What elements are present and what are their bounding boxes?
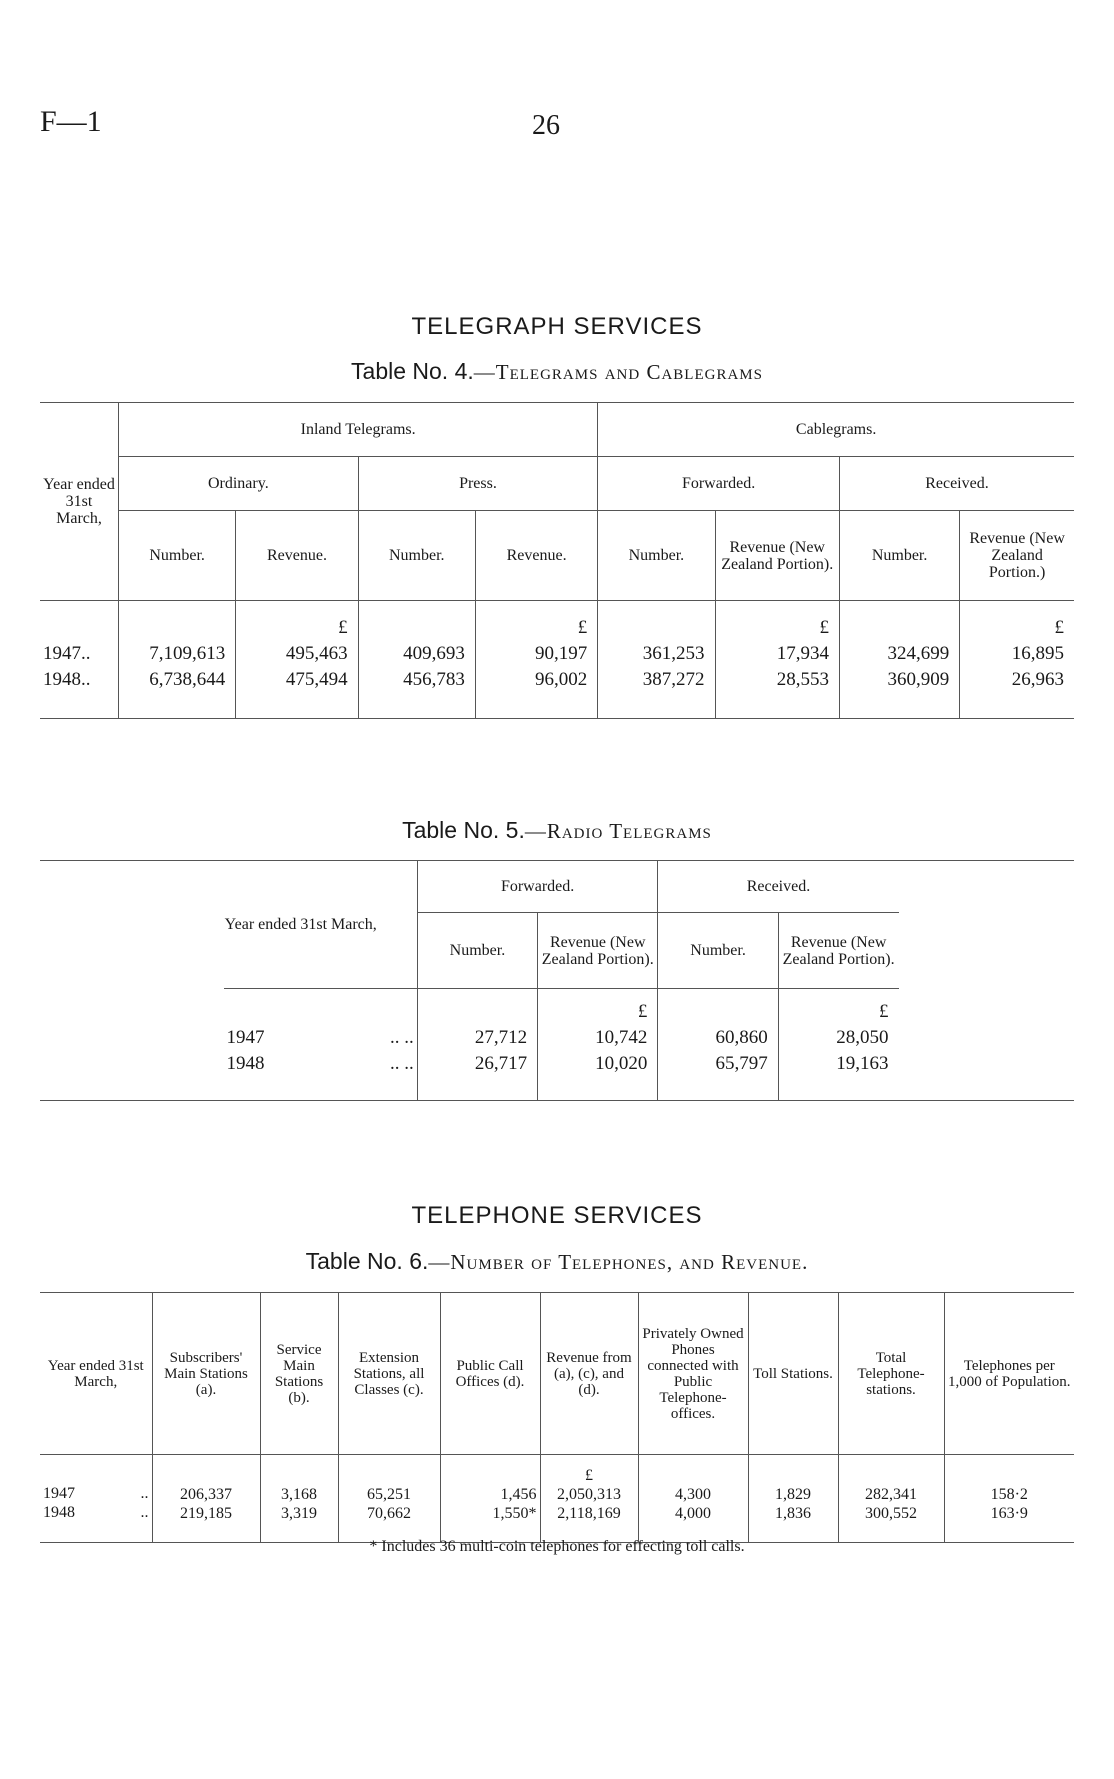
table6-year: 1948 (43, 1504, 75, 1521)
table5-col-fwd-number: Number. (417, 913, 537, 989)
table5-col-rec-revenue: Revenue (New Zealand Portion). (778, 913, 898, 989)
table5-received-header: Received. (658, 861, 899, 913)
table5-year: 1948 (226, 1052, 265, 1074)
table4-col-rec-number: Number. (839, 511, 959, 601)
table4-cell: 360,909 (839, 667, 959, 693)
table6-year: 1947 (43, 1485, 75, 1502)
table4-cell: 409,693 (358, 641, 475, 667)
telegraph-section-title: TELEGRAPH SERVICES (411, 313, 703, 340)
table4-year: 1948.. (40, 667, 119, 693)
table6-cell: 2,050,313 (540, 1485, 638, 1504)
table6-number: Table No. 6. (305, 1248, 429, 1274)
table6-cell: 1,836 (748, 1504, 838, 1523)
table6-cell: 3,319 (260, 1504, 338, 1523)
table6-caption: —Number of Telephones, and Revenue. (428, 1250, 809, 1274)
table4-forwarded-header: Forwarded. (598, 457, 840, 511)
table6-title (0, 1248, 1114, 1275)
table5-cell: 60,860 (658, 1025, 778, 1051)
table4-cell: 96,002 (475, 667, 597, 693)
table4-ordinary-header: Ordinary. (119, 457, 359, 511)
table5-number: Table No. 5. (402, 817, 525, 843)
table4-press-header: Press. (358, 457, 598, 511)
table4-col-fwd-revenue: Revenue (New Zealand Portion). (715, 511, 839, 601)
table6-telephones-revenue (40, 1292, 1074, 1543)
table5-year-header: Year ended 31st March, (40, 861, 417, 989)
table6-col-per-1000: Telephones per 1,000 of Population. (948, 1357, 1071, 1390)
table6-year-cell (40, 1504, 152, 1523)
table4-cell: 324,699 (839, 641, 959, 667)
table5-cell: 27,712 (417, 1025, 537, 1051)
page-number: 26 (532, 110, 560, 141)
table4-cell: 17,934 (715, 641, 839, 667)
table4-col-press-revenue: Revenue. (475, 511, 597, 601)
table-row (40, 1025, 1074, 1051)
table4-telegrams-cablegrams (40, 402, 1074, 719)
table6-cell: 70,662 (338, 1504, 440, 1523)
table5-year-cell (224, 1051, 418, 1077)
table-row (40, 1504, 1074, 1523)
table4-col-ord-number: Number. (119, 511, 236, 601)
table-row (40, 1051, 1074, 1077)
table5-col-rec-number: Number. (658, 913, 778, 989)
telephone-section-title: TELEPHONE SERVICES (411, 1202, 703, 1229)
table4-year: 1947.. (40, 641, 119, 667)
table4-pound-sign: £ (236, 601, 358, 641)
table6-cell: 2,118,169 (540, 1504, 638, 1523)
table6-col-year: Year ended 31st March, (40, 1293, 152, 1455)
table5-year: 1947 (226, 1026, 265, 1048)
table5-pound-sign: £ (778, 989, 898, 1025)
table6-cell: 163·9 (990, 1504, 1028, 1522)
table4-inland-header: Inland Telegrams. (119, 403, 598, 457)
table4-title (0, 358, 1114, 385)
table5-col-fwd-revenue: Revenue (New Zealand Portion). (538, 913, 658, 989)
table5-radio-telegrams (40, 860, 1074, 1101)
table6-cell: 1,829 (748, 1485, 838, 1504)
table4-cell: 387,272 (598, 667, 715, 693)
table4-cell: 456,783 (358, 667, 475, 693)
table6-footnote: * Includes 36 multi-coin telephones for effecting toll calls. (369, 1538, 745, 1555)
table6-col-toll: Toll Stations. (748, 1293, 838, 1455)
table-row (40, 667, 1074, 693)
table6-cell: 158·2 (990, 1485, 1028, 1503)
table4-col-rec-revenue: Revenue (New Zealand Portion.) (960, 511, 1074, 601)
table5-cell: 26,717 (417, 1051, 537, 1077)
table6-cell: 1,456 (440, 1485, 540, 1504)
table5-cell: 10,742 (538, 1025, 658, 1051)
table4-number: Table No. 4. (351, 358, 474, 384)
table4-col-fwd-number: Number. (598, 511, 715, 601)
table6-leader-dots: .. (140, 1504, 149, 1521)
table4-pound-sign: £ (1054, 616, 1064, 638)
table6-col-service: Service Main Stations (b). (260, 1293, 338, 1455)
table4-cell: 7,109,613 (119, 641, 236, 667)
table4-col-press-number: Number. (358, 511, 475, 601)
table4-col-ord-revenue: Revenue. (236, 511, 358, 601)
table5-cell: 65,797 (658, 1051, 778, 1077)
table4-year-header: Year ended 31st March, (40, 403, 119, 601)
table6-year-cell (40, 1485, 152, 1504)
table6-cell: 1,550* (440, 1504, 540, 1523)
table4-cell: 16,895 (1011, 642, 1064, 664)
table6-pound-sign: £ (540, 1455, 638, 1485)
table5-leader-dots: .. .. (390, 1052, 414, 1074)
table5-caption: —Radio Telegrams (524, 819, 712, 843)
table6-col-extension: Extension Stations, all Classes (c). (338, 1293, 440, 1455)
table5-title (0, 817, 1114, 844)
table6-cell: 219,185 (152, 1504, 260, 1523)
table5-cell: 19,163 (836, 1052, 889, 1074)
table6-col-revenue: Revenue from (a), (c), and (d). (540, 1293, 638, 1455)
table6-col-subscribers: Subscribers' Main Stations (a). (152, 1293, 260, 1455)
table6-cell: 4,000 (638, 1504, 748, 1523)
table4-cell: 361,253 (598, 641, 715, 667)
table6-cell: 65,251 (338, 1485, 440, 1504)
table5-forwarded-header: Forwarded. (417, 861, 658, 913)
table5-pound-sign: £ (538, 989, 658, 1025)
table4-cell: 475,494 (236, 667, 358, 693)
table6-cell: 3,168 (260, 1485, 338, 1504)
table4-cell: 6,738,644 (119, 667, 236, 693)
table6-cell: 282,341 (838, 1485, 944, 1504)
table-row (40, 641, 1074, 667)
table6-col-private: Privately Owned Phones connected with Public Telephone-offices. (638, 1293, 748, 1455)
table4-cell: 495,463 (236, 641, 358, 667)
table4-cable-header: Cablegrams. (598, 403, 1074, 457)
table4-received-header: Received. (839, 457, 1074, 511)
table6-cell: 4,300 (638, 1485, 748, 1504)
table5-cell: 10,020 (538, 1051, 658, 1077)
table4-cell: 90,197 (475, 641, 597, 667)
table-row (40, 1485, 1074, 1504)
table6-col-total: Total Telephone-stations. (838, 1293, 944, 1455)
table5-leader-dots: .. .. (390, 1026, 414, 1048)
table6-col-public-call: Public Call Offices (d). (440, 1293, 540, 1455)
table6-leader-dots: .. (140, 1485, 149, 1502)
table6-cell: 206,337 (152, 1485, 260, 1504)
table5-year-cell (224, 1025, 418, 1051)
table5-cell: 28,050 (836, 1026, 889, 1048)
table4-cell: 28,553 (715, 667, 839, 693)
page-section-code: F—1 (40, 105, 102, 138)
table4-pound-sign: £ (715, 601, 839, 641)
table6-cell: 300,552 (838, 1504, 944, 1523)
table4-pound-sign: £ (475, 601, 597, 641)
table4-cell: 26,963 (1011, 668, 1064, 690)
table4-caption: —Telegrams and Cablegrams (473, 360, 763, 384)
